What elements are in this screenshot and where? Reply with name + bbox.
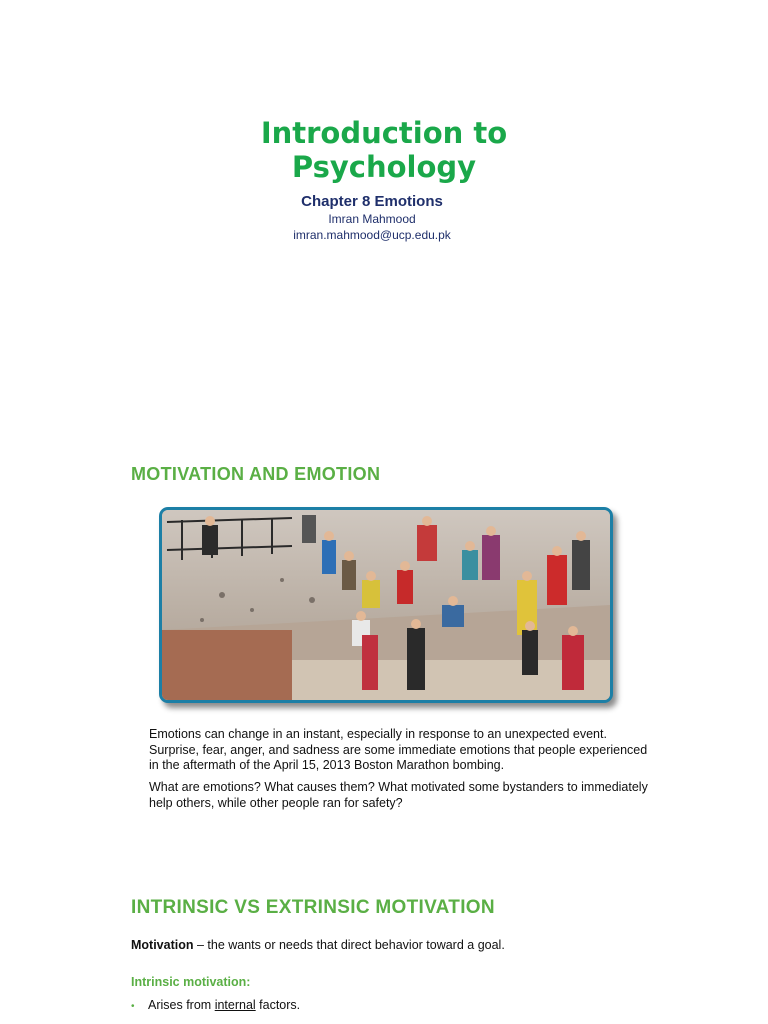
bullet-text-underlined: internal [214, 998, 256, 1012]
list-item [131, 998, 300, 1012]
motivation-definition [131, 938, 505, 952]
title [0, 116, 768, 184]
bullet-icon: • [131, 1001, 135, 1012]
chapter-title: Chapter 8 Emotions [301, 193, 443, 210]
title-line-2: Psychology [291, 150, 477, 184]
subheading-intrinsic: Intrinsic motivation: [131, 975, 251, 989]
paragraph-questions: What are emotions? What causes them? What motivated some bystanders to immediately help others, while other people ran for safety? [149, 780, 648, 810]
section-heading-motivation-emotion: MOTIVATION AND EMOTION [131, 464, 381, 484]
author-name: Imran Mahmood [328, 212, 416, 226]
definition-text: – the wants or needs that direct behavior toward a goal. [193, 938, 505, 952]
title-line-1: Introduction to [260, 116, 508, 150]
bullet-text-after: factors. [255, 998, 301, 1012]
boston-marathon-photo [159, 507, 613, 703]
photo-illustration [162, 510, 610, 700]
bullet-text-before: Arises from [148, 998, 215, 1012]
author-email: imran.mahmood@ucp.edu.pk [293, 228, 451, 242]
paragraph-emotions-change: Emotions can change in an instant, especially in response to an unexpected event. Surprise, fear, anger, and sadness are some immediate emotions that people experienced in the aftermath of the April 15, 2013 Boston Marathon bombing. [149, 727, 648, 772]
definition-term: Motivation [131, 938, 194, 952]
section-heading-intrinsic-extrinsic: INTRINSIC VS EXTRINSIC MOTIVATION [131, 897, 495, 918]
